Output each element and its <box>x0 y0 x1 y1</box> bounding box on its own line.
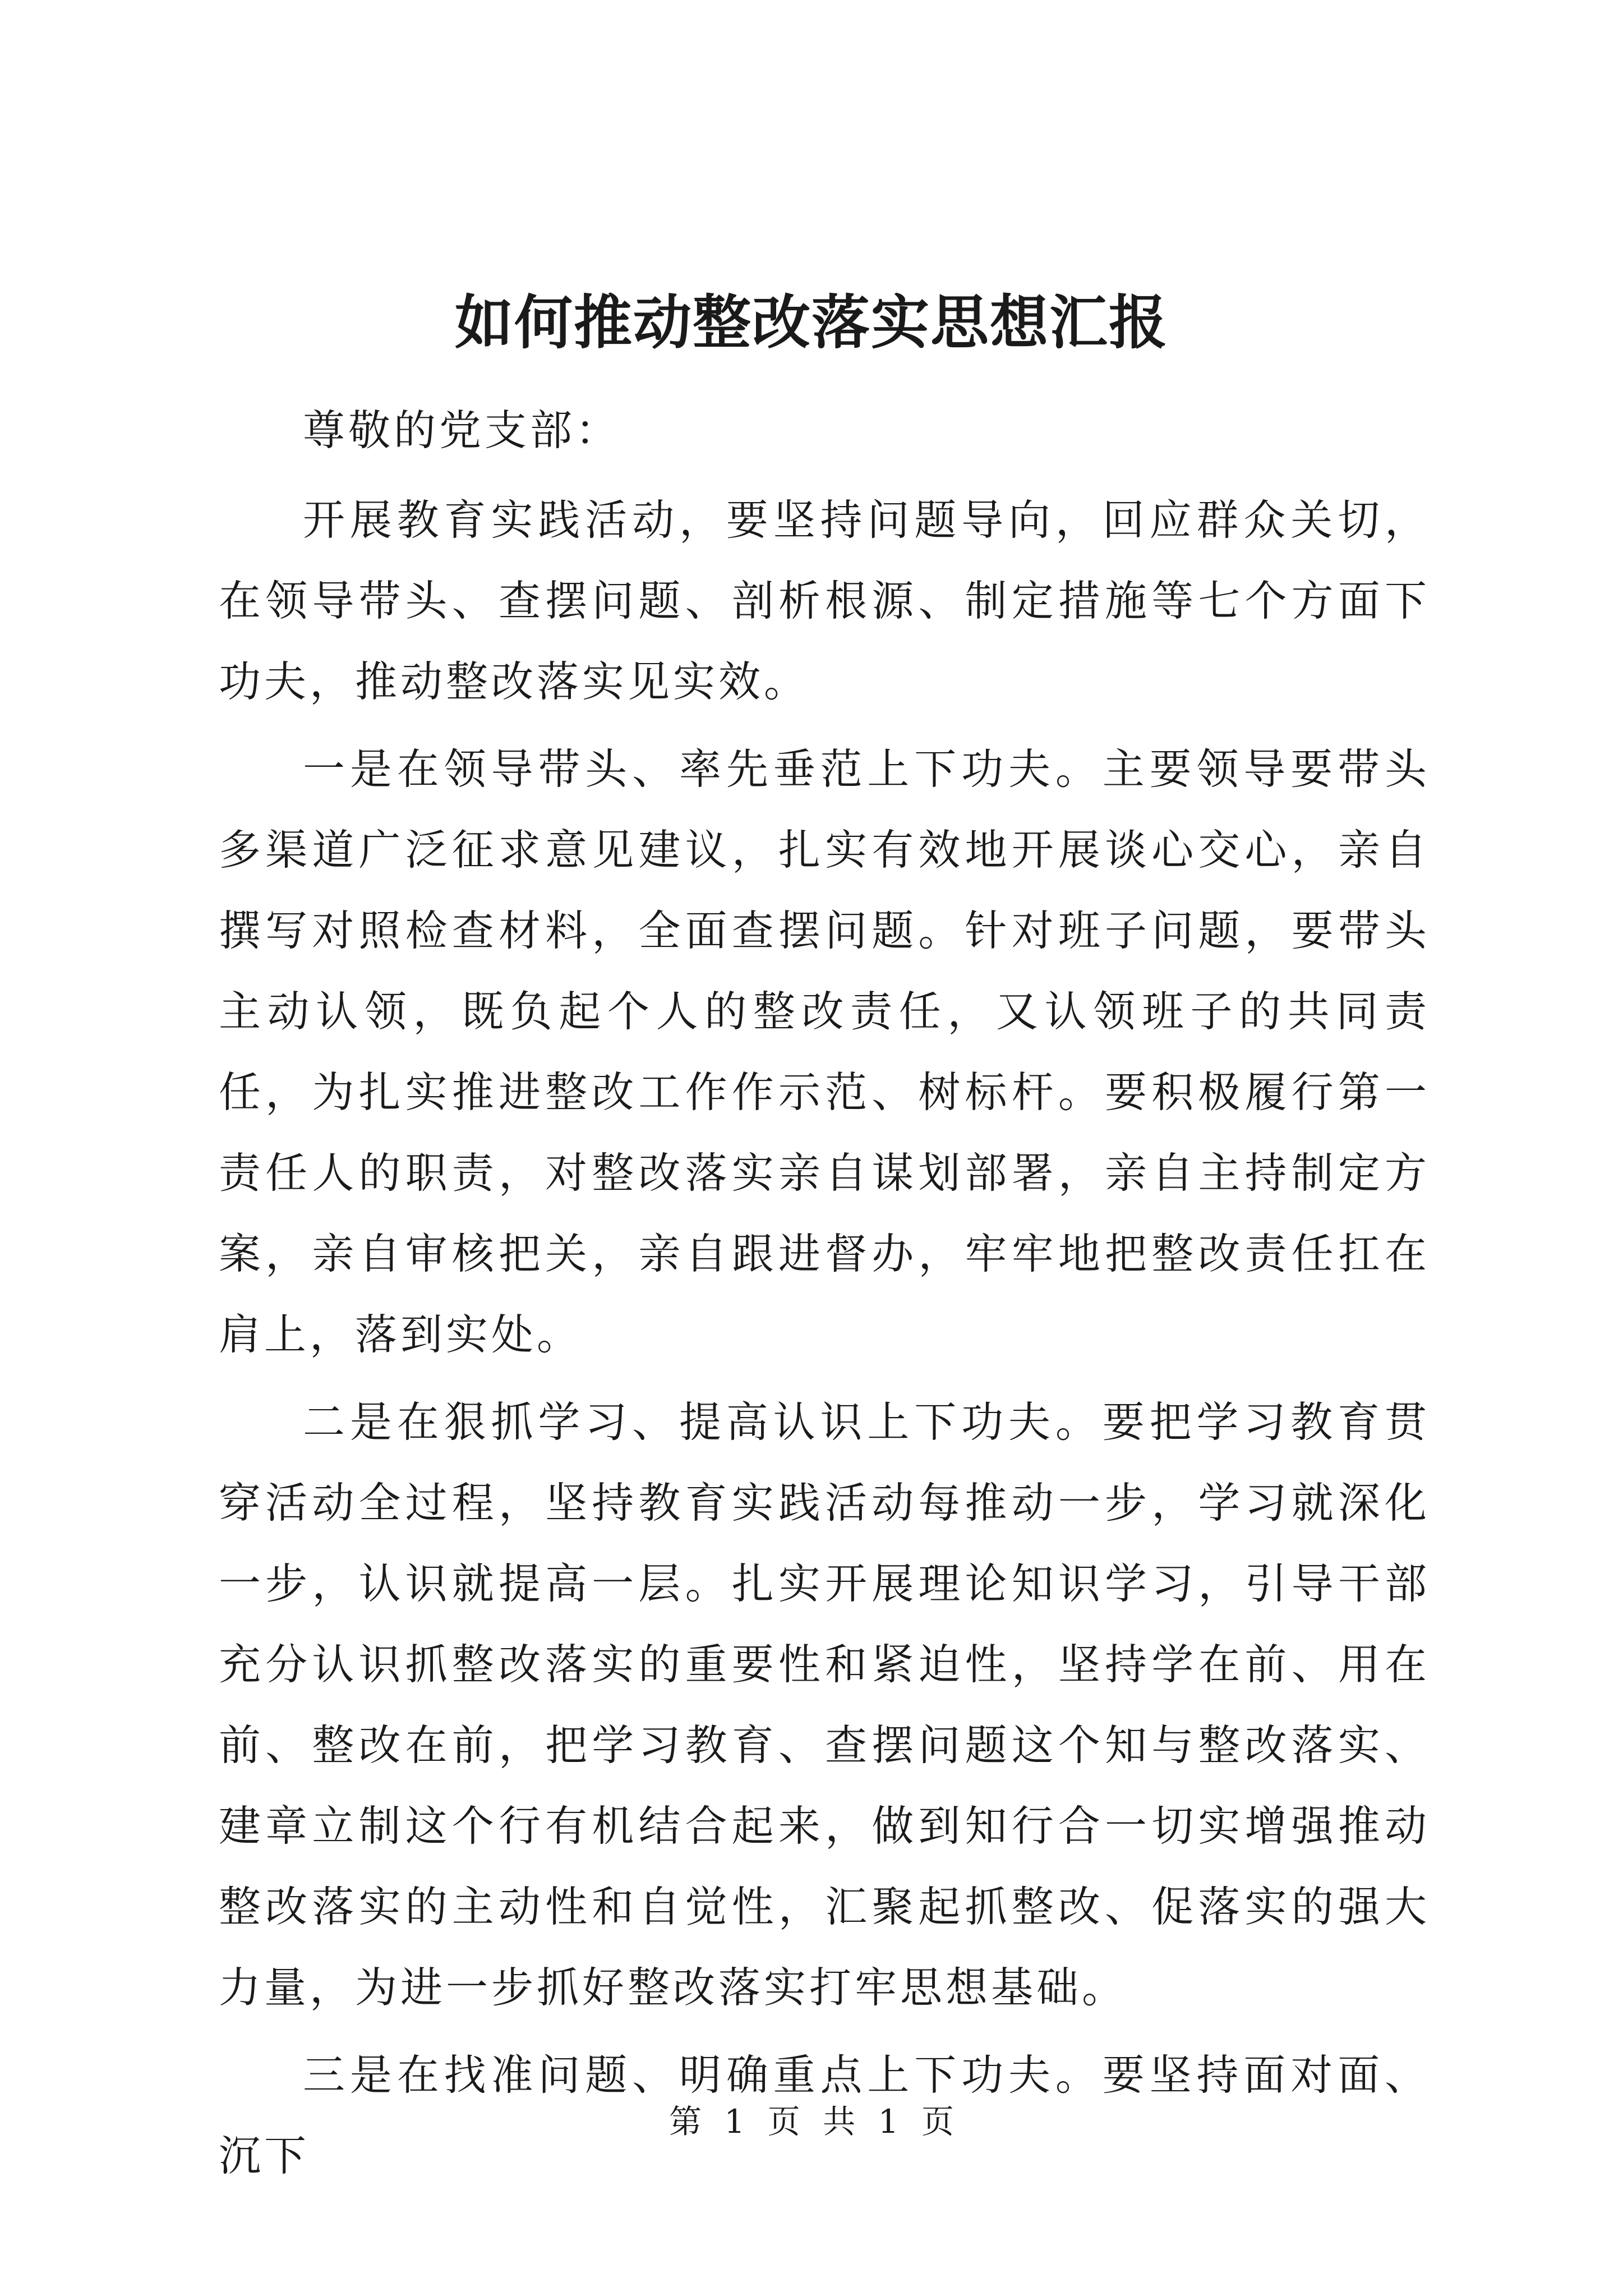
document-title: 如何推动整改落实思想汇报 <box>454 288 1168 357</box>
paragraph-point-two: 二是在狠抓学习、提高认识上下功夫。要把学习教育贯穿活动全过程，坚持教育实践活动每推动一步，学习就深化一步，认识就提高一层。扎实开展理论知识学习，引导干部充分认识抓整改落实的重要性和紧迫性，坚持学在前、用在前、整改在前，把学习教育、查摆问题这个知与整改落实、建章立制这个行有机结合起来，做到知行合一切实增强推动整改落实的主动性和自觉性，汇聚起抓整改、促落实的强大力量，为进一步抓好整改落实打牢思想基础。 <box>219 1397 1430 2012</box>
paragraph-intro: 开展教育实践活动，要坚持问题导向，回应群众关切，在领导带头、查摆问题、剖析根源、制定措施等七个方面下功夫，推动整改落实见实效。 <box>219 495 1430 706</box>
document-body <box>219 390 1430 2203</box>
paragraph-point-three: 三是在找准问题、明确重点上下功夫。要坚持面对面、沉下 <box>219 2050 1430 2180</box>
page-footer: 第 1 页 共 1 页 <box>669 2102 954 2141</box>
paragraph-point-one: 一是在领导带头、率先垂范上下功夫。主要领导要带头多渠道广泛征求意见建议，扎实有效地开展谈心交心，亲自撰写对照检查材料，全面查摆问题。针对班子问题，要带头主动认领，既负起个人的整改责任，又认领班子的共同责任，为扎实推进整改工作作示范、树标杆。要积极履行第一责任人的职责，对整改落实亲自谋划部署，亲自主持制定方案，亲自审核把关，亲自跟进督办，牢牢地把整改责任扛在肩上，落到实处。 <box>219 744 1430 1359</box>
salutation: 尊敬的党支部： <box>303 406 621 455</box>
